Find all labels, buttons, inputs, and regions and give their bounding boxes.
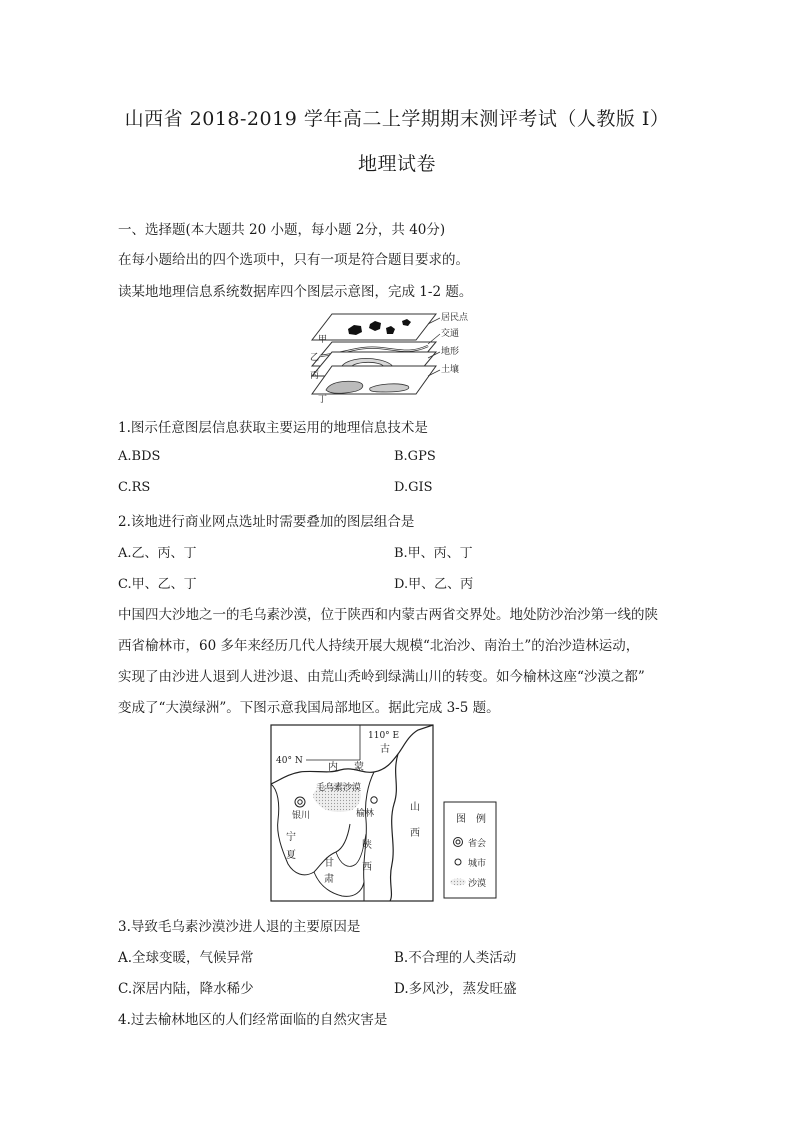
map-label-yinchuan: 银川 <box>292 811 311 821</box>
legend-item-capital: 省会 <box>468 839 487 849</box>
question-1-option-b[interactable]: B.GPS <box>394 449 436 464</box>
layer-mark-yi: 乙 <box>310 353 320 363</box>
layer-mark-jia: 甲 <box>318 335 328 345</box>
question-1-option-d[interactable]: D.GIS <box>394 480 433 495</box>
question-3-option-d[interactable]: D.多风沙，蒸发旺盛 <box>394 981 517 997</box>
map-label-ning: 宁 <box>286 832 296 843</box>
question-2-option-c[interactable]: C.甲、乙、丁 <box>118 577 197 592</box>
map-label-gu: 古 <box>380 744 390 755</box>
legend-item-desert: 沙漠 <box>468 879 487 889</box>
legend-item-city: 城市 <box>468 859 487 869</box>
question-3-option-a[interactable]: A.全球变暖，气候异常 <box>118 950 254 966</box>
question-2-option-a[interactable]: A.乙、丙、丁 <box>118 546 197 561</box>
layer-mark-bing: 丙 <box>310 371 320 381</box>
map-label-xi1: 西 <box>410 828 420 839</box>
passage-line-4: 变成了“大漠绿洲”。下图示意我国局部地区。据此完成 3-5 题。 <box>118 700 500 716</box>
question-1-stem: 1.图示任意图层信息获取主要运用的地理信息技术是 <box>118 420 428 436</box>
legend-title: 图 例 <box>456 814 486 825</box>
passage-line-1: 中国四大沙地之一的毛乌素沙漠，位于陕西和内蒙古两省交界处。地处防沙治沙第一线的陕 <box>118 607 658 623</box>
map-label-su: 肃 <box>324 874 334 885</box>
question-3-option-b[interactable]: B.不合理的人类活动 <box>394 950 517 966</box>
map-lon-label: 110° E <box>368 731 400 741</box>
section-heading: 一、选择题(本大题共 20 小题，每小题 2分，共 40分) <box>118 222 446 238</box>
question-2-option-b[interactable]: B.甲、丙、丁 <box>394 546 473 561</box>
map-label-xia: 夏 <box>286 850 296 861</box>
map-lat-label: 40° N <box>276 756 303 766</box>
passage-line-2: 西省榆林市，60 多年来经历几代人持续开展大规模“北治沙、南治土”的治沙造林运动， <box>118 638 640 654</box>
passage-line-3: 实现了由沙进人退到人进沙退、由荒山秃岭到绿满山川的转变。如今榆林这座“沙漠之都” <box>118 669 645 685</box>
question-3-option-c[interactable]: C.深居内陆，降水稀少 <box>118 981 254 997</box>
exam-title: 山西省 2018-2019 学年高二上学期期末测评考试（人教版 I） <box>124 108 670 130</box>
map-label-gan: 甘 <box>324 858 334 869</box>
map-label-yulin: 榆林 <box>356 809 375 819</box>
map-label-mu-us-desert: 毛乌素沙漠 <box>316 783 362 793</box>
layer-label-soil: 土壤 <box>441 365 460 375</box>
question-1-option-c[interactable]: C.RS <box>118 480 151 495</box>
question-1-option-a[interactable]: A.BDS <box>118 449 161 464</box>
question-2-stem: 2.该地进行商业网点选址时需要叠加的图层组合是 <box>118 514 415 530</box>
map-label-xi2: 西 <box>362 862 372 873</box>
map-label-shaan: 陕 <box>362 840 372 851</box>
layer-label-transport: 交通 <box>441 329 460 339</box>
layer-mark-ding: 丁 <box>318 395 328 405</box>
map-label-nei: 内 <box>328 762 338 773</box>
question-4-stem: 4.过去榆林地区的人们经常面临的自然灾害是 <box>118 1012 388 1028</box>
question-2-option-d[interactable]: D.甲、乙、丙 <box>394 577 474 592</box>
section-instruction: 在每小题给出的四个选项中，只有一项是符合题目要求的。 <box>118 252 469 268</box>
question-3-stem: 3.导致毛乌素沙漠沙进人退的主要原因是 <box>118 919 361 935</box>
exam-subtitle: 地理试卷 <box>357 153 436 175</box>
layer-label-settlement: 居民点 <box>441 313 469 323</box>
layer-label-terrain: 地形 <box>441 347 460 357</box>
regional-map-figure <box>270 724 500 904</box>
intro-q1-2: 读某地地理信息系统数据库四个图层示意图，完成 1-2 题。 <box>118 284 473 300</box>
gis-layers-figure <box>300 306 490 406</box>
map-label-shan1: 山 <box>410 802 420 813</box>
map-label-meng: 蒙 <box>354 762 364 773</box>
